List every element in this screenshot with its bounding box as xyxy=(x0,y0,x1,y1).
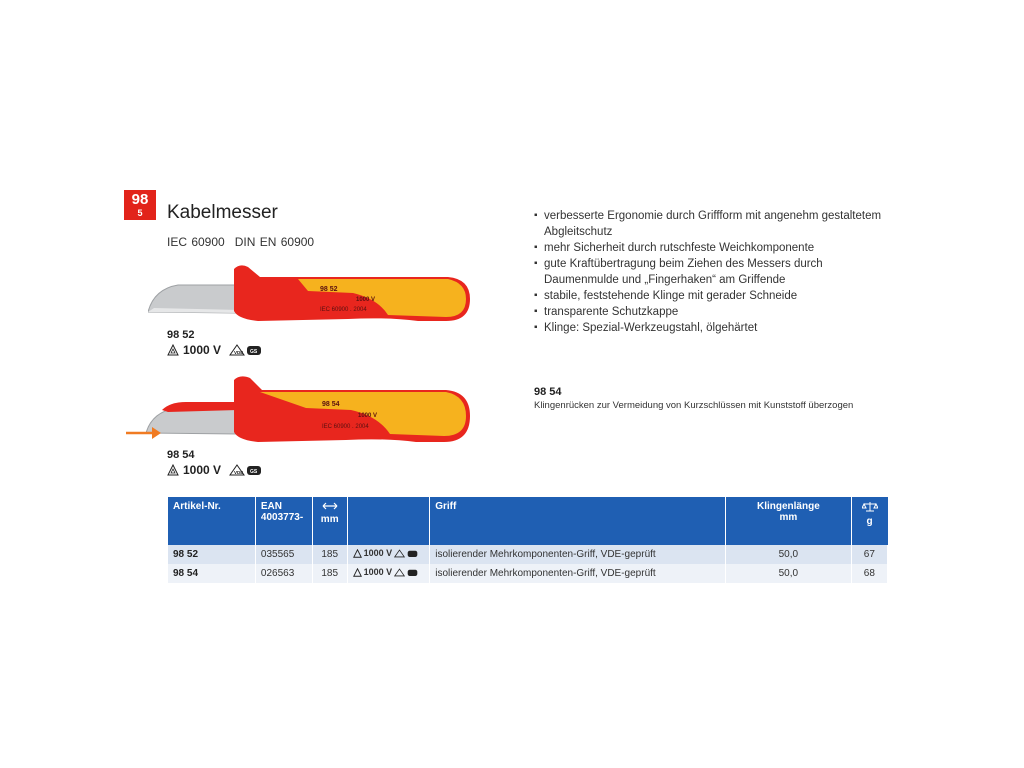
insulation-triangle-icon xyxy=(353,549,362,558)
scale-icon xyxy=(862,501,878,513)
cell-voltage xyxy=(347,545,430,564)
knife-imprint-1: 98 54 xyxy=(322,401,340,408)
voltage-text: 1000 V xyxy=(183,463,222,477)
pointer-arrow-icon xyxy=(126,426,162,440)
voltage-rating-98-52 xyxy=(167,343,262,357)
voltage-text: 1000 V xyxy=(363,548,393,559)
voltage-text: 1000 V xyxy=(183,343,222,357)
chapter-sub-number: 5 xyxy=(137,208,143,218)
voltage-mark xyxy=(353,567,419,577)
cell-blade-length: 50,0 xyxy=(726,564,852,583)
norms xyxy=(167,235,314,249)
table-row xyxy=(168,564,888,583)
approval-marks xyxy=(229,464,262,476)
insulation-triangle-icon xyxy=(167,344,179,356)
vde-mark-icon xyxy=(229,464,245,476)
feature-list xyxy=(534,208,894,336)
cell-weight: 67 xyxy=(851,545,887,564)
header-length xyxy=(312,497,347,545)
knife-imprint-3: IEC 60900 . 2004 xyxy=(320,307,367,313)
insulation-triangle-icon xyxy=(167,464,179,476)
cell-ean: 026563 xyxy=(255,564,312,583)
svg-text:VDE: VDE xyxy=(234,350,244,355)
header-blade-length xyxy=(726,497,852,545)
gs-mark-icon xyxy=(246,464,262,476)
norm-din: DIN EN 60900 xyxy=(234,235,315,249)
knife-imprint-2: 1000 V xyxy=(356,297,376,303)
voltage-text: 1000 V xyxy=(363,567,393,578)
cell-length: 185 xyxy=(312,545,347,564)
header-voltage xyxy=(347,497,430,545)
page-title: Kabelmesser xyxy=(167,202,278,223)
chapter-number: 98 xyxy=(131,191,149,208)
note-article: 98 54 xyxy=(534,386,562,398)
header-ean-line1: EAN xyxy=(260,501,283,512)
knife-98-52-image xyxy=(148,255,473,330)
gs-mark-icon xyxy=(407,549,418,558)
vde-mark-icon xyxy=(229,344,245,356)
norm-iec: IEC 60900 xyxy=(167,235,225,249)
vde-mark-icon xyxy=(394,568,405,577)
header-article: Artikel-Nr. xyxy=(168,497,255,545)
voltage-mark xyxy=(353,548,419,558)
cell-weight: 68 xyxy=(851,564,887,583)
cell-article: 98 52 xyxy=(168,545,255,564)
cell-grip: isolierender Mehrkomponenten-Griff, VDE-geprüft xyxy=(430,564,726,583)
gs-mark-icon xyxy=(407,568,418,577)
feature-item: ▪ stabile, feststehende Klinge mit gerader Schneide xyxy=(534,288,894,304)
header-ean-line2: 4003773- xyxy=(260,512,304,523)
feature-item: ▪ mehr Sicherheit durch rutschfeste Weichkomponente xyxy=(534,240,894,256)
approval-marks xyxy=(229,344,262,356)
cell-length: 185 xyxy=(312,564,347,583)
feature-item: ▪ verbesserte Ergonomie durch Griffform mit angenehm gestaltetem Abgleitschutz xyxy=(534,208,894,240)
header-ean xyxy=(255,497,312,545)
cell-voltage xyxy=(347,564,430,583)
double-arrow-icon xyxy=(322,501,338,511)
knife-imprint-1: 98 52 xyxy=(320,286,338,293)
feature-item: ▪ gute Kraftübertragung beim Ziehen des Messers durch Daumenmulde und „Fingerhaken“ am Griffende xyxy=(534,256,894,288)
knife-imprint-2: 1000 V xyxy=(358,413,378,419)
header-blade-line2: mm xyxy=(779,512,798,523)
insulation-triangle-icon xyxy=(353,568,362,577)
svg-text:VDE: VDE xyxy=(234,470,244,475)
feature-item: ▪ Klinge: Spezial-Werkzeugstahl, ölgehärtet xyxy=(534,320,894,336)
header-weight-unit: g xyxy=(866,516,873,527)
note-text: Klingenrücken zur Vermeidung von Kurzschlüssen mit Kunststoff überzogen xyxy=(534,400,854,411)
vde-mark-icon xyxy=(394,549,405,558)
gs-mark-icon xyxy=(246,344,262,356)
product-label-98-54: 98 54 xyxy=(167,449,195,461)
cell-ean: 035565 xyxy=(255,545,312,564)
chapter-badge xyxy=(124,190,156,220)
feature-item: ▪ transparente Schutzkappe xyxy=(534,304,894,320)
table-header-row xyxy=(168,497,888,545)
cell-article: 98 54 xyxy=(168,564,255,583)
voltage-rating-98-54 xyxy=(167,463,262,477)
product-label-98-52: 98 52 xyxy=(167,329,195,341)
svg-text:GS: GS xyxy=(250,469,258,475)
svg-text:GS: GS xyxy=(250,349,258,355)
cell-grip: isolierender Mehrkomponenten-Griff, VDE-geprüft xyxy=(430,545,726,564)
cell-blade-length: 50,0 xyxy=(726,545,852,564)
table-row xyxy=(168,545,888,564)
knife-imprint-3: IEC 60900 . 2004 xyxy=(322,424,369,430)
spec-table xyxy=(168,497,888,583)
header-grip: Griff xyxy=(430,497,726,545)
knife-98-54-image xyxy=(146,370,471,452)
header-weight xyxy=(851,497,887,545)
header-length-unit: mm xyxy=(320,514,339,525)
header-blade-line1: Klingenlänge xyxy=(756,501,820,512)
